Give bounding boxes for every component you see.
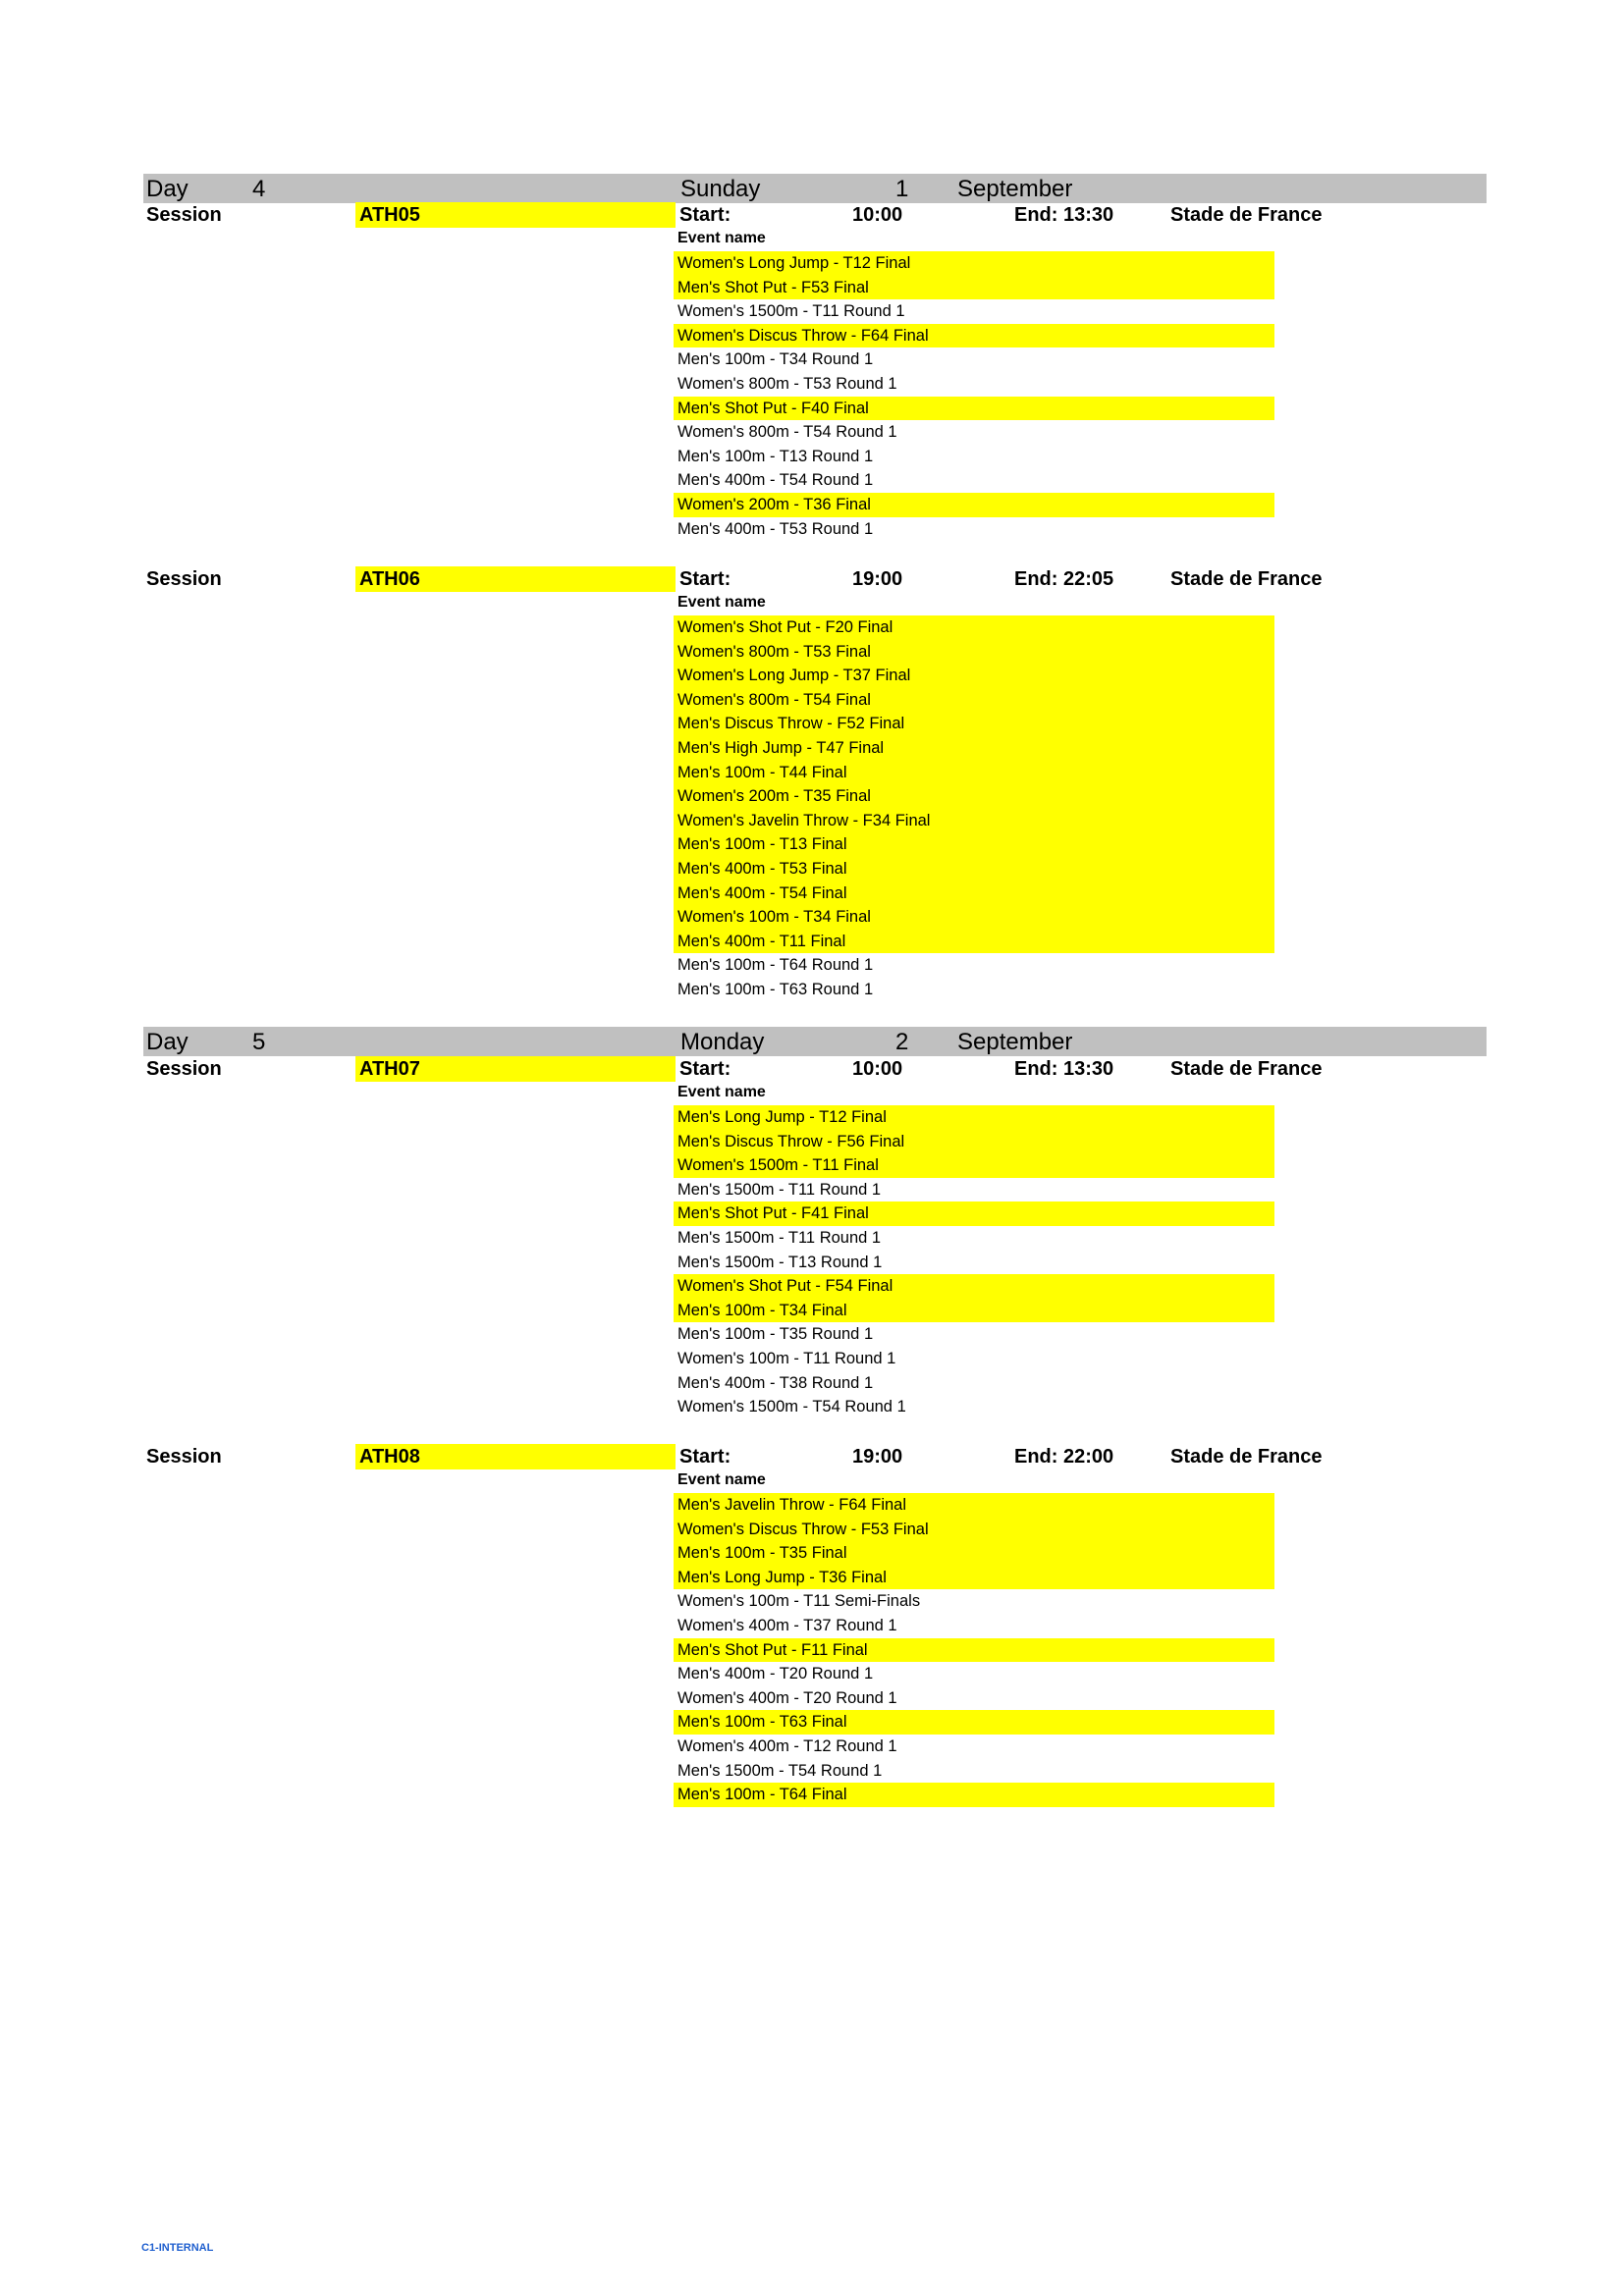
event-row-final: Men's Shot Put - F41 Final — [674, 1201, 1274, 1226]
session-code: ATH07 — [359, 1058, 420, 1080]
event-row-final: Men's Shot Put - F53 Final — [674, 276, 1274, 300]
event-row: Women's 1500m - T11 Round 1 — [677, 302, 905, 321]
event-row-final: Women's 800m - T54 Final — [674, 688, 1274, 713]
event-row-final: Men's Javelin Throw - F64 Final — [674, 1493, 1274, 1518]
event-row-final: Men's 100m - T44 Final — [674, 761, 1274, 785]
venue: Stade de France — [1170, 1446, 1323, 1468]
event-row: Men's 100m - T64 Round 1 — [677, 956, 874, 975]
event-row-final: Women's Long Jump - T37 Final — [674, 664, 1274, 688]
day-label: Day — [146, 176, 189, 202]
event-row-final: Women's 800m - T53 Final — [674, 640, 1274, 665]
day-header-bar — [143, 1027, 1487, 1056]
event-name-header: Event name — [677, 1471, 766, 1488]
event-row-final: Men's 400m - T54 Final — [674, 881, 1274, 906]
day-label: Day — [146, 1029, 189, 1055]
event-row: Women's 100m - T11 Round 1 — [677, 1350, 896, 1367]
weekday: Sunday — [680, 176, 761, 202]
event-row: Men's 100m - T34 Round 1 — [677, 350, 874, 369]
start-time: 10:00 — [852, 204, 903, 226]
end-time: End: 13:30 — [1014, 1058, 1114, 1080]
event-row-final: Men's Long Jump - T36 Final — [674, 1566, 1274, 1590]
start-time: 19:00 — [852, 1446, 903, 1468]
event-row-final: Men's Long Jump - T12 Final — [674, 1105, 1274, 1130]
session-label: Session — [146, 1446, 222, 1468]
start-label: Start: — [679, 204, 731, 226]
session-code-bar — [355, 202, 676, 228]
event-row-final: Women's 1500m - T11 Final — [674, 1153, 1274, 1178]
event-row: Women's 400m - T12 Round 1 — [677, 1737, 897, 1755]
event-row: Women's 400m - T37 Round 1 — [677, 1617, 897, 1634]
event-row-final: Men's 100m - T35 Final — [674, 1541, 1274, 1566]
event-row: Men's 400m - T38 Round 1 — [677, 1373, 874, 1392]
event-row: Men's 100m - T35 Round 1 — [677, 1325, 874, 1344]
event-row-final: Men's 400m - T53 Final — [674, 857, 1274, 881]
event-row-final: Men's Discus Throw - F56 Final — [674, 1130, 1274, 1154]
event-row-final: Men's Discus Throw - F52 Final — [674, 712, 1274, 736]
event-row: Women's 1500m - T54 Round 1 — [677, 1398, 906, 1416]
day-header-bar — [143, 174, 1487, 203]
session-code: ATH06 — [359, 568, 420, 590]
session-code-bar — [355, 1056, 676, 1082]
session-code-bar — [355, 1444, 676, 1469]
classification-label: C1-INTERNAL — [141, 2242, 214, 2254]
event-row: Men's 400m - T54 Round 1 — [677, 471, 874, 490]
event-row-final: Men's 100m - T63 Final — [674, 1710, 1274, 1735]
event-row: Women's 800m - T53 Round 1 — [677, 375, 897, 393]
venue: Stade de France — [1170, 204, 1323, 226]
end-time: End: 22:05 — [1014, 568, 1114, 590]
event-row-final: Men's Shot Put - F40 Final — [674, 397, 1274, 421]
session-code: ATH05 — [359, 204, 420, 226]
event-row: Men's 1500m - T11 Round 1 — [677, 1180, 882, 1199]
session-code-bar — [355, 566, 676, 592]
session-label: Session — [146, 1058, 222, 1080]
event-row-final: Women's Shot Put - F20 Final — [674, 615, 1274, 640]
session-label: Session — [146, 204, 222, 226]
event-row: Men's 400m - T53 Round 1 — [677, 519, 874, 538]
event-row-final: Women's Discus Throw - F64 Final — [674, 324, 1274, 348]
start-time: 19:00 — [852, 568, 903, 590]
event-row-final: Women's 100m - T34 Final — [674, 905, 1274, 930]
event-row-final: Men's 400m - T11 Final — [674, 930, 1274, 954]
session-row — [143, 1056, 1361, 1082]
event-row-final: Women's 200m - T35 Final — [674, 784, 1274, 809]
event-row: Men's 400m - T20 Round 1 — [677, 1665, 874, 1683]
event-row-final: Men's 100m - T13 Final — [674, 832, 1274, 857]
event-name-header: Event name — [677, 1084, 766, 1100]
event-row-final: Women's 200m - T36 Final — [674, 493, 1274, 517]
month: September — [957, 176, 1073, 202]
event-row-final: Women's Shot Put - F54 Final — [674, 1274, 1274, 1299]
event-row-final: Women's Long Jump - T12 Final — [674, 251, 1274, 276]
session-code: ATH08 — [359, 1446, 420, 1468]
session-row — [143, 566, 1361, 592]
session-label: Session — [146, 568, 222, 590]
event-row-final: Women's Javelin Throw - F34 Final — [674, 809, 1274, 833]
event-row-final: Men's Shot Put - F11 Final — [674, 1638, 1274, 1663]
day-number: 5 — [252, 1029, 266, 1055]
event-row: Women's 400m - T20 Round 1 — [677, 1688, 897, 1707]
date: 1 — [895, 176, 909, 202]
event-row: Men's 100m - T63 Round 1 — [677, 981, 874, 998]
event-row-final: Women's Discus Throw - F53 Final — [674, 1518, 1274, 1542]
start-label: Start: — [679, 1446, 731, 1468]
end-time: End: 22:00 — [1014, 1446, 1114, 1468]
event-row: Women's 100m - T11 Semi-Finals — [677, 1592, 921, 1611]
event-row-final: Men's 100m - T34 Final — [674, 1299, 1274, 1323]
venue: Stade de France — [1170, 568, 1323, 590]
event-row-final: Men's High Jump - T47 Final — [674, 736, 1274, 761]
event-row: Men's 100m - T13 Round 1 — [677, 447, 874, 465]
event-name-header: Event name — [677, 594, 766, 611]
event-row: Men's 1500m - T54 Round 1 — [677, 1761, 883, 1780]
start-time: 10:00 — [852, 1058, 903, 1080]
event-row-final: Men's 100m - T64 Final — [674, 1783, 1274, 1807]
weekday: Monday — [680, 1029, 765, 1055]
event-row: Women's 800m - T54 Round 1 — [677, 423, 897, 442]
session-row — [143, 1444, 1361, 1469]
end-time: End: 13:30 — [1014, 204, 1114, 226]
session-row — [143, 202, 1361, 228]
day-number: 4 — [252, 176, 266, 202]
start-label: Start: — [679, 568, 731, 590]
date: 2 — [895, 1029, 909, 1055]
event-row: Men's 1500m - T11 Round 1 — [677, 1229, 882, 1247]
event-name-header: Event name — [677, 230, 766, 246]
event-row: Men's 1500m - T13 Round 1 — [677, 1253, 883, 1271]
month: September — [957, 1029, 1073, 1055]
start-label: Start: — [679, 1058, 731, 1080]
venue: Stade de France — [1170, 1058, 1323, 1080]
